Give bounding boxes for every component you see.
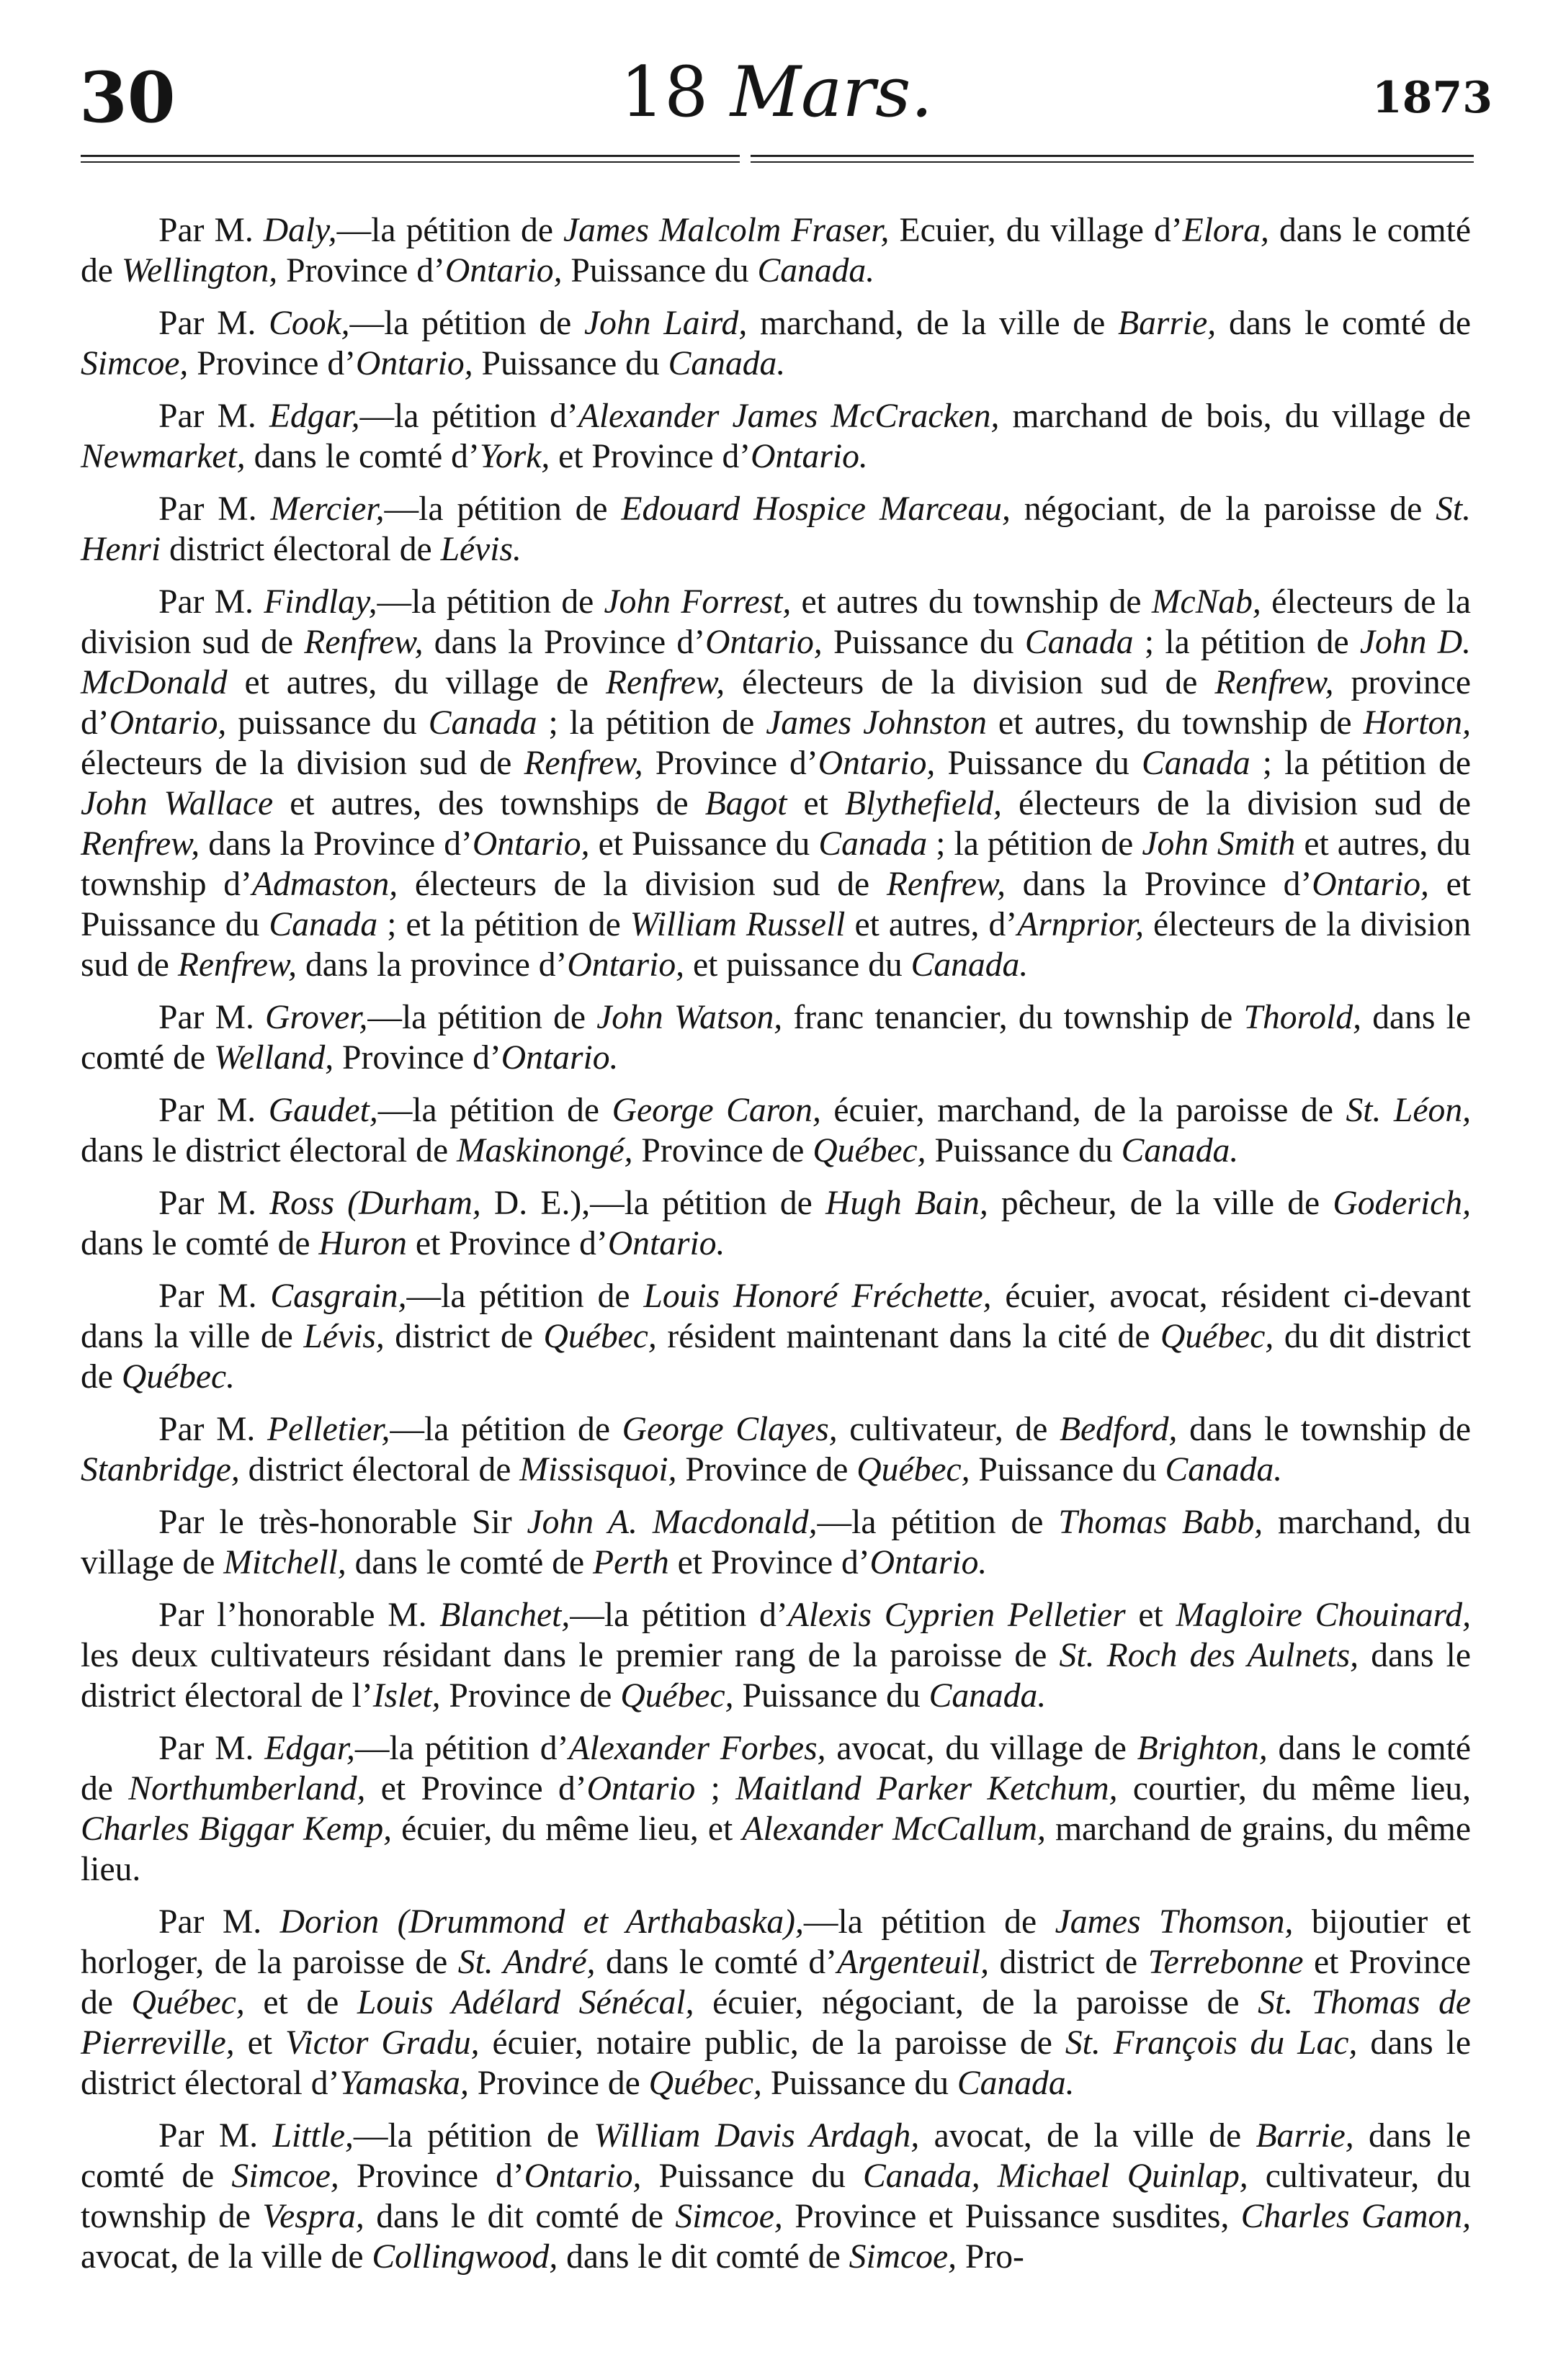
- text-run: —la pétition de: [390, 1411, 622, 1448]
- italic-run: Welland,: [214, 1039, 334, 1077]
- text-run: et autres, du village de: [227, 664, 606, 701]
- text-run: Province de: [440, 1677, 621, 1715]
- page-year: 1873: [1372, 73, 1492, 123]
- italic-run: George Clayes,: [622, 1411, 838, 1448]
- text-run: —la pétition d’: [354, 1730, 569, 1767]
- italic-run: John Laird,: [584, 305, 748, 342]
- italic-run: Goderich,: [1333, 1185, 1471, 1222]
- italic-run: Ontario,: [705, 624, 823, 661]
- text-run: district de: [989, 1944, 1148, 1981]
- text-run: bijoutier et horloger, de la paroisse de: [81, 1903, 1471, 1981]
- petition-paragraph: [81, 1595, 1471, 1716]
- text-run: négociant, de la paroisse de: [1010, 490, 1436, 528]
- italic-run: Huron: [318, 1225, 407, 1262]
- page-header: [0, 0, 1553, 180]
- text-run: district de: [384, 1318, 544, 1355]
- text-run: Par M.: [158, 1277, 271, 1315]
- text-run: et: [1125, 1597, 1176, 1634]
- italic-run: Ontario.: [869, 1544, 988, 1581]
- text-run: Par M.: [158, 212, 264, 249]
- italic-run: Thorold,: [1243, 999, 1362, 1036]
- italic-run: Vespra,: [262, 2198, 364, 2235]
- text-run: et: [787, 785, 845, 822]
- italic-run: St. Léon,: [1346, 1092, 1472, 1129]
- italic-run: Mitchell,: [223, 1544, 346, 1581]
- page-number: 30: [79, 57, 176, 138]
- text-run: écuier, négociant, de la paroisse de: [694, 1984, 1258, 2021]
- italic-run: Casgrain,: [270, 1277, 407, 1315]
- italic-run: John D. McDonald: [81, 624, 1471, 701]
- italic-run: Ontario.: [501, 1039, 619, 1077]
- body-text: [81, 210, 1471, 2277]
- italic-run: Blanchet,: [439, 1597, 570, 1634]
- text-run: Par M.: [158, 398, 269, 435]
- italic-run: McNab,: [1151, 583, 1261, 621]
- text-run: Par M.: [158, 1092, 269, 1129]
- petition-paragraph: [81, 582, 1471, 985]
- italic-run: Hugh Bain,: [825, 1185, 988, 1222]
- italic-run: Renfrew,: [177, 946, 297, 984]
- italic-run: York,: [479, 438, 550, 475]
- text-run: ; et la pétition de: [377, 906, 630, 943]
- petition-paragraph: [81, 489, 1471, 570]
- text-run: dans la Province d’: [200, 825, 473, 863]
- italic-run: Ontario,: [818, 745, 936, 782]
- text-run: Puissance du: [970, 1451, 1165, 1488]
- italic-run: James Thomson,: [1055, 1903, 1294, 1941]
- petition-paragraph: [81, 1090, 1471, 1171]
- text-run: et Puissance du: [81, 866, 1471, 943]
- italic-run: Alexander Forbes,: [568, 1730, 826, 1767]
- italic-run: Canada.: [1121, 1132, 1239, 1169]
- text-run: Par M.: [158, 999, 266, 1036]
- italic-run: Michael Quinlap,: [997, 2157, 1248, 2195]
- italic-run: Renfrew,: [1214, 664, 1334, 701]
- text-run: cultivateur, du township de: [81, 2157, 1471, 2235]
- text-run: pêcheur, de la ville de: [988, 1185, 1333, 1222]
- text-run: —la pétition de: [384, 490, 622, 528]
- italic-run: Canada.: [668, 345, 786, 382]
- text-run: dans le comté de: [81, 212, 1471, 289]
- petition-paragraph: [81, 1183, 1471, 1264]
- italic-run: Canada.: [757, 252, 875, 289]
- text-run: dans le comté de: [81, 1225, 319, 1262]
- italic-run: Elora,: [1182, 212, 1269, 249]
- text-run: dans le township de: [1177, 1411, 1471, 1448]
- text-run: Province de: [468, 2065, 649, 2102]
- italic-run: John A. Macdonald,: [527, 1504, 818, 1541]
- text-run: avocat, de la ville de: [81, 2238, 372, 2276]
- petition-paragraph: [81, 210, 1471, 291]
- text-run: dans le comté d’: [245, 438, 480, 475]
- italic-run: Québec,: [543, 1318, 657, 1355]
- italic-run: Canada.: [910, 946, 1029, 984]
- italic-run: Thomas Babb,: [1058, 1504, 1263, 1541]
- text-run: et Province d’: [365, 1770, 587, 1808]
- text-run: dans le comté de: [81, 1730, 1471, 1808]
- italic-run: Stanbridge,: [81, 1451, 240, 1488]
- italic-run: George Caron,: [612, 1092, 821, 1129]
- italic-run: Ontario,: [444, 252, 563, 289]
- italic-run: Yamaska,: [339, 2065, 469, 2102]
- italic-run: Edgar,: [264, 1730, 355, 1767]
- text-run: électeurs de la division sud de: [81, 745, 524, 782]
- text-run: dans le comté d’: [595, 1944, 837, 1981]
- italic-run: Arnprior,: [1017, 906, 1144, 943]
- text-run: dans le comté de: [81, 999, 1471, 1077]
- text-run: cultivateur, de: [837, 1411, 1060, 1448]
- italic-run: Magloire Chouinard,: [1176, 1597, 1471, 1634]
- text-run: écuier, marchand, de la paroisse de: [820, 1092, 1346, 1129]
- italic-run: Gaudet,: [268, 1092, 378, 1129]
- italic-run: James Malcolm Fraser,: [563, 212, 890, 249]
- text-run: Puissance du: [562, 252, 758, 289]
- italic-run: Québec,: [1160, 1318, 1274, 1355]
- italic-run: Maskinongé,: [457, 1132, 633, 1169]
- italic-run: Ontario,: [472, 825, 590, 863]
- text-run: dans le district électoral de l’: [81, 1637, 1471, 1715]
- italic-run: Ontario.: [751, 438, 868, 475]
- italic-run: Admaston,: [251, 866, 398, 903]
- text-run: électeurs de la division sud de: [398, 866, 887, 903]
- italic-run: Mercier,: [270, 490, 385, 528]
- text-run: puissance du: [226, 704, 429, 742]
- text-run: —la pétition de: [377, 1092, 612, 1129]
- text-run: dans le dit comté de: [558, 2238, 849, 2276]
- italic-run: Argenteuil,: [836, 1944, 990, 1981]
- italic-run: Charles Biggar Kemp,: [81, 1810, 393, 1848]
- italic-run: Terrebonne: [1147, 1944, 1304, 1981]
- italic-run: Ontario,: [1312, 866, 1429, 903]
- text-run: Par M.: [158, 1730, 265, 1767]
- text-run: électeurs de la division sud de: [81, 906, 1472, 984]
- italic-run: Grover,: [265, 999, 368, 1036]
- italic-run: Ontario,: [567, 946, 685, 984]
- text-run: —la pétition d’: [570, 1597, 788, 1634]
- petition-paragraph: [81, 1728, 1471, 1890]
- text-run: et Province de: [81, 1944, 1471, 2021]
- page-title: [0, 52, 1553, 133]
- text-run: ; la pétition de: [927, 825, 1142, 863]
- text-run: dans le district électoral d’: [81, 2024, 1471, 2102]
- text-run: Province de: [676, 1451, 857, 1488]
- petition-paragraph: [81, 1902, 1471, 2103]
- italic-run: Simcoe,: [81, 345, 189, 382]
- italic-run: Wellington,: [121, 252, 278, 289]
- italic-run: Daly,: [263, 212, 337, 249]
- italic-run: Québec,: [620, 1677, 734, 1715]
- text-run: Par M.: [158, 1411, 267, 1448]
- text-run: et autres, du township de: [986, 704, 1364, 742]
- italic-run: Canada.: [957, 2065, 1075, 2102]
- italic-run: Canada,: [863, 2157, 980, 2195]
- text-run: dans le dit comté de: [364, 2198, 676, 2235]
- text-run: écuier, avocat, résident ci-devant dans la ville de: [81, 1277, 1472, 1355]
- text-run: district électoral de: [161, 531, 441, 568]
- text-run: avocat, de la ville de: [919, 2117, 1256, 2155]
- italic-run: Perth: [593, 1544, 669, 1581]
- italic-run: Renfrew,: [524, 745, 643, 782]
- text-run: écuier, notaire public, de la paroisse de: [479, 2024, 1065, 2062]
- text-run: Puissance du: [822, 624, 1025, 661]
- text-run: dans le district électoral de: [81, 1132, 457, 1169]
- italic-run: Missisquoi,: [519, 1451, 677, 1488]
- text-run: ;: [695, 1770, 736, 1808]
- text-run: Par M.: [158, 305, 269, 342]
- text-run: Province d’: [643, 745, 818, 782]
- italic-run: Northumberland,: [128, 1770, 366, 1808]
- text-run: Puissance du: [926, 1132, 1122, 1169]
- text-run: électeurs de la division sud de: [81, 583, 1472, 661]
- text-run: résident maintenant dans la cité de: [656, 1318, 1161, 1355]
- italic-run: Simcoe,: [231, 2157, 339, 2195]
- italic-run: Barrie,: [1118, 305, 1217, 342]
- text-run: et Puissance du: [589, 825, 819, 863]
- text-run: province d’: [81, 664, 1471, 742]
- date-month: Mars.: [730, 52, 933, 133]
- text-run: et: [234, 2024, 285, 2062]
- text-run: —la pétition de: [336, 212, 564, 249]
- italic-run: St. François du Lac,: [1065, 2024, 1358, 2062]
- text-run: ; la pétition de: [1133, 624, 1360, 661]
- italic-run: Alexander James McCracken,: [578, 398, 1000, 435]
- italic-run: Ontario.: [607, 1225, 725, 1262]
- italic-run: Simcoe,: [675, 2198, 783, 2235]
- italic-run: Charles Gamon,: [1240, 2198, 1471, 2235]
- petition-paragraph: [81, 997, 1471, 1078]
- text-run: Ecuier, du village d’: [889, 212, 1183, 249]
- text-run: Par l’honorable M.: [158, 1597, 440, 1634]
- italic-run: William Russell: [630, 906, 846, 943]
- italic-run: James Johnston: [766, 704, 987, 742]
- text-run: —la pétition de: [406, 1277, 644, 1315]
- italic-run: Canada: [428, 704, 537, 742]
- italic-run: Québec.: [121, 1358, 236, 1396]
- text-run: [980, 2157, 998, 2195]
- italic-run: Canada.: [928, 1677, 1047, 1715]
- text-run: avocat, du village de: [825, 1730, 1137, 1767]
- petition-paragraph: [81, 1409, 1471, 1490]
- italic-run: Newmarket,: [81, 438, 246, 475]
- text-run: Par M.: [158, 583, 264, 621]
- text-run: électeurs de la division sud de: [725, 664, 1215, 701]
- italic-run: Little,: [272, 2117, 354, 2155]
- text-run: et de: [244, 1984, 357, 2021]
- italic-run: Pelletier,: [267, 1411, 390, 1448]
- text-run: marchand de bois, du village de: [999, 398, 1471, 435]
- italic-run: Québec,: [648, 2065, 762, 2102]
- text-run: dans la Province d’: [423, 624, 706, 661]
- italic-run: Ontario: [586, 1770, 696, 1808]
- text-run: ; la pétition de: [1250, 745, 1472, 782]
- italic-run: John Wallace: [81, 785, 274, 822]
- text-run: marchand, de la ville de: [747, 305, 1119, 342]
- italic-run: Québec,: [813, 1132, 926, 1169]
- text-run: et Province d’: [406, 1225, 608, 1262]
- italic-run: Renfrew,: [81, 825, 200, 863]
- italic-run: St. Henri: [81, 490, 1471, 568]
- italic-run: Canada: [269, 906, 378, 943]
- italic-run: Renfrew,: [304, 624, 424, 661]
- italic-run: Lévis,: [303, 1318, 385, 1355]
- italic-run: Louis Adélard Sénécal,: [357, 1984, 694, 2021]
- italic-run: Cook,: [269, 305, 350, 342]
- header-rule-right: [751, 155, 1474, 163]
- italic-run: Ontario,: [355, 345, 473, 382]
- italic-run: John Watson,: [596, 999, 783, 1036]
- text-run: écuier, du même lieu, et: [392, 1810, 743, 1848]
- italic-run: Renfrew,: [605, 664, 725, 701]
- text-run: —la pétition de: [349, 305, 585, 342]
- italic-run: Canada: [818, 825, 928, 863]
- text-run: Province d’: [277, 252, 445, 289]
- petition-paragraph: [81, 1276, 1471, 1397]
- text-run: Par M.: [158, 1903, 280, 1941]
- text-run: électeurs de la division sud de: [1001, 785, 1472, 822]
- text-run: —la pétition de: [377, 583, 604, 621]
- italic-run: Edgar,: [269, 398, 360, 435]
- italic-run: Bedford,: [1059, 1411, 1178, 1448]
- text-run: les deux cultivateurs résidant dans le premier rang de la paroisse de: [81, 1637, 1060, 1674]
- text-run: dans le comté de: [81, 2117, 1472, 2195]
- italic-run: Ontario,: [524, 2157, 642, 2195]
- italic-run: Ontario,: [109, 704, 227, 742]
- text-run: Puissance du: [935, 745, 1142, 782]
- text-run: dans la province d’: [297, 946, 568, 984]
- text-run: district électoral de: [239, 1451, 520, 1488]
- italic-run: St. Roch des Aulnets,: [1059, 1637, 1359, 1674]
- italic-run: Simcoe,: [849, 2238, 957, 2276]
- text-run: —la pétition de: [817, 1504, 1059, 1541]
- text-run: et autres du township de: [791, 583, 1152, 621]
- text-run: D. E.),—la pétition de: [480, 1185, 825, 1222]
- petition-paragraph: [81, 1502, 1471, 1583]
- text-run: —la pétition de: [353, 2117, 594, 2155]
- text-run: et autres, du township d’: [81, 825, 1471, 903]
- italic-run: John Smith: [1142, 825, 1296, 863]
- italic-run: Islet,: [372, 1677, 441, 1715]
- italic-run: Ross (Durham,: [269, 1185, 481, 1222]
- italic-run: Canada.: [1165, 1451, 1283, 1488]
- italic-run: Alexis Cyprien Pelletier: [787, 1597, 1126, 1634]
- text-run: et Province d’: [550, 438, 751, 475]
- italic-run: Maitland Parker Ketchum,: [735, 1770, 1118, 1808]
- italic-run: Collingwood,: [372, 2238, 558, 2276]
- petition-paragraph: [81, 2116, 1471, 2277]
- text-run: marchand de grains, du même lieu.: [81, 1810, 1471, 1888]
- italic-run: Blythefield,: [844, 785, 1002, 822]
- italic-run: Victor Gradu,: [285, 2024, 480, 2062]
- text-run: Puissance du: [733, 1677, 929, 1715]
- text-run: et autres, d’: [845, 906, 1018, 943]
- text-run: Par le très-honorable Sir: [158, 1504, 527, 1541]
- text-run: —la pétition de: [367, 999, 597, 1036]
- text-run: et Province d’: [668, 1544, 870, 1581]
- text-run: Puissance du: [761, 2065, 957, 2102]
- italic-run: Horton,: [1363, 704, 1471, 742]
- italic-run: Renfrew,: [886, 866, 1006, 903]
- text-run: courtier, du même lieu,: [1117, 1770, 1471, 1808]
- text-run: Province d’: [188, 345, 356, 382]
- italic-run: Edouard Hospice Marceau,: [621, 490, 1011, 528]
- text-run: Province de: [632, 1132, 813, 1169]
- italic-run: St. Thomas de Pierreville,: [81, 1984, 1471, 2062]
- text-run: dans la Province d’: [1006, 866, 1312, 903]
- text-run: Province et Puissance susdites,: [782, 2198, 1241, 2235]
- italic-run: Canada: [1024, 624, 1134, 661]
- text-run: —la pétition de: [803, 1903, 1055, 1941]
- text-run: dans le comté de: [346, 1544, 594, 1581]
- text-run: —la pétition d’: [359, 398, 578, 435]
- text-run: Par M.: [158, 1185, 270, 1222]
- text-run: et puissance du: [684, 946, 911, 984]
- italic-run: Bagot: [704, 785, 787, 822]
- text-run: Province d’: [339, 2157, 524, 2195]
- italic-run: St. André,: [457, 1944, 596, 1981]
- text-run: du dit district de: [81, 1318, 1471, 1396]
- italic-run: Lévis.: [440, 531, 522, 568]
- italic-run: Barrie,: [1256, 2117, 1354, 2155]
- text-run: Par M.: [158, 490, 271, 528]
- italic-run: Findlay,: [264, 583, 377, 621]
- italic-run: Louis Honoré Fréchette,: [643, 1277, 992, 1315]
- italic-run: Brighton,: [1137, 1730, 1268, 1767]
- italic-run: Québec,: [131, 1984, 245, 2021]
- italic-run: Dorion (Drummond et Arthabaska),: [279, 1903, 804, 1941]
- italic-run: William Davis Ardagh,: [594, 2117, 920, 2155]
- date-day: 18: [620, 52, 709, 133]
- italic-run: John Forrest,: [604, 583, 792, 621]
- text-run: franc tenancier, du township de: [782, 999, 1244, 1036]
- text-run: Province d’: [334, 1039, 501, 1077]
- header-rule-left: [81, 155, 740, 163]
- italic-run: Canada: [1141, 745, 1250, 782]
- text-run: Pro-: [957, 2238, 1024, 2276]
- petition-paragraph: [81, 396, 1471, 477]
- text-run: dans le comté de: [1216, 305, 1471, 342]
- italic-run: Alexander McCallum,: [742, 1810, 1046, 1848]
- text-run: ; la pétition de: [537, 704, 766, 742]
- text-run: Puissance du: [473, 345, 668, 382]
- text-run: et autres, des townships de: [273, 785, 705, 822]
- text-run: Puissance du: [641, 2157, 864, 2195]
- petition-paragraph: [81, 303, 1471, 384]
- text-run: marchand, du village de: [81, 1504, 1472, 1581]
- text-run: Par M.: [158, 2117, 273, 2155]
- italic-run: Québec,: [856, 1451, 970, 1488]
